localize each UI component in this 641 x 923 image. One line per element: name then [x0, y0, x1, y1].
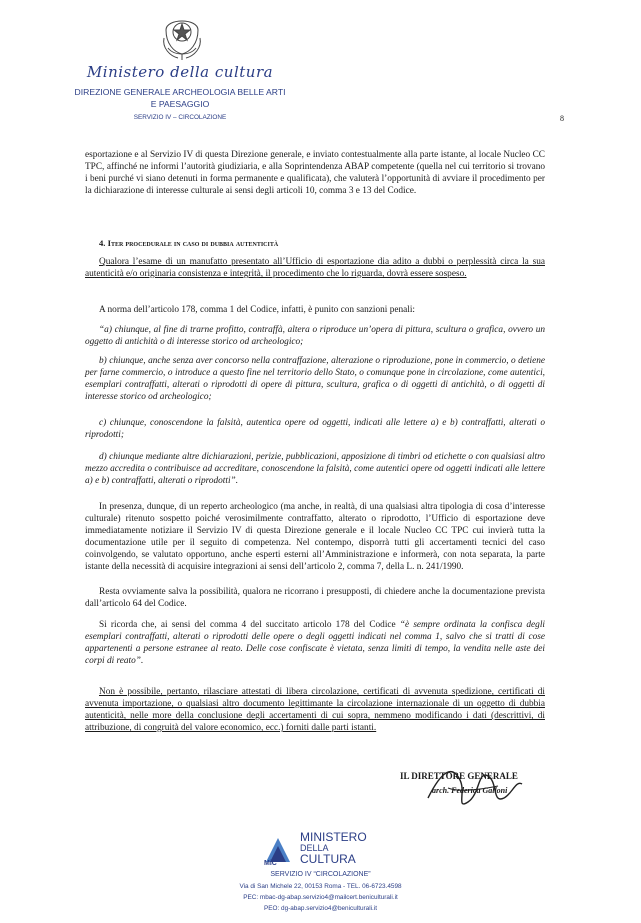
- paragraph-dubbia-autenticita: Qualora l’esame di un manufatto presentato all’Ufficio di esportazione dia adito a dubbi o perplessità circa la sua autenticità e/o originaria consistenza e integrità, il procedimento che lo riguarda, dovrà essere sospeso.: [85, 257, 545, 279]
- page-number: 8: [560, 114, 564, 123]
- servizio-line: SERVIZIO IV – CIRCOLAZIONE: [133, 114, 227, 121]
- footer-servizio: SERVIZIO IV “CIRCOLAZIONE”: [270, 871, 371, 878]
- paragraph-non-possibile: Non è possibile, pertanto, rilasciare attestati di libera circolazione, certificati di avvenuta spedizione, certificati di avvenuta importazione, o qualsiasi altro documento legittimante la circolazione internazionale di un oggetto di dubbia autenticità, nelle more della conclusione degli accertamenti di cui sopra, nemmeno modificando i dati (descrittivi, di attribuzione, di congruità del valore economico, ecc.) forniti dalle parti istanti.: [85, 687, 545, 733]
- mic-logo-icon: [262, 832, 298, 866]
- italian-republic-emblem-icon: [160, 8, 204, 62]
- mic-logo-text: MiC: [264, 860, 277, 866]
- direzione-line-2: E PAESAGGIO: [150, 99, 210, 109]
- paragraph-articolo-178: A norma dell’articolo 178, comma 1 del Codice, infatti, è punito con sanzioni penali:: [99, 305, 416, 315]
- footer-cultura: CULTURA: [300, 852, 356, 866]
- paragraph-in-presenza: In presenza, dunque, di un reperto archeologico (ma anche, in realtà, di una qualsiasi altra tipologia di cosa d’interesse culturale) ritenuto sospetto poiché verosimilmente contraffatto, alterato o riprodotto, l’Ufficio di esportazione deve immediatamente notiziare il Servizio IV di questa Direzione generale e il locale Nucleo CC TPC cui invierà tutta la documentazione utile per il seguito di competenza. Nel contempo, disporrà tutti gli accertamenti tecnici del caso coinvolgendo, se valutato opportuno, anche esperti esterni all’Amministrazione e informerà, con nota separata, la parte istante della necessità di acquisire integrazioni ai sensi dell’articolo 2, comma 7, della L. n. 241/1990.: [85, 502, 545, 572]
- footer-ministry-name: [300, 831, 367, 865]
- handwritten-signature-icon: [418, 758, 528, 818]
- paragraph-si-ricorda: [85, 619, 545, 667]
- direzione-line-1: DIREZIONE GENERALE ARCHEOLOGIA BELLE ARTI: [74, 87, 286, 97]
- signature-name: arch. Federica Galloni: [432, 786, 508, 795]
- footer-ministero: MINISTERO: [300, 830, 367, 844]
- section-heading: 4. Iter procedurale in caso di dubbia autenticità: [99, 238, 279, 248]
- signature-title: IL DIRETTORE GENERALE: [400, 771, 518, 781]
- paragraph-resta-salva: Resta ovviamente salva la possibilità, qualora ne ricorrano i presupposti, di chiedere anche la documentazione prevista dall’articolo 64 del Codice.: [85, 587, 545, 609]
- footer-pec: PEC: mbac-dg-abap.servizio4@mailcert.beniculturali.it: [243, 894, 398, 901]
- quote-a: “a) chiunque, al fine di trarne profitto, contraffà, altera o riproduce un’opera di pittura, scultura o grafica, ovvero un oggetto di antichità o di interesse storico od archeologico;: [85, 325, 545, 347]
- footer-address: Via di San Michele 22, 00153 Roma - TEL. 06-6723.4598: [239, 883, 402, 890]
- paragraph-si-ricorda-text: Si ricorda che, ai sensi del comma 4 del succitato articolo 178 del Codice: [99, 620, 400, 630]
- footer-della: DELLA: [300, 843, 329, 853]
- quote-d: d) chiunque mediante altre dichiarazioni, perizie, pubblicazioni, apposizione di timbri od etichette o con qualsiasi altro mezzo accredita o contribuisce ad accreditare, conoscendone la falsità, come autentici opere od oggetti indicati alle lettere a) e b) contraffatti, alterati o riprodotti”.: [85, 452, 545, 486]
- footer-peo: PEO: dg-abap.servizio4@beniculturali.it: [263, 905, 378, 912]
- ministry-script-title: Ministero della cultura: [86, 63, 274, 81]
- paragraph-si-ricorda-quote: “è sempre ordinata la confisca degli esemplari contraffatti, alterati o riprodotti delle opere o degli oggetti indicati nel comma 1, salvo che si tratti di cose appartenenti a persone estranee al reato. Delle cose confiscate è vietata, senza limiti di tempo, la vendita nelle aste dei corpi di reato”.: [85, 620, 545, 666]
- paragraph-continuation: esportazione e al Servizio IV di questa Direzione generale, e inviato contestualmente alla parte istante, al locale Nucleo CC TPC, affinché ne informi l’autorità giudiziaria, e alla Soprintendenza ABAP competente (quella nel cui territorio si trovano i beni purché vi siano detenuti in forma permanente e qualificata), che valuterà l’opportunità di avviare il procedimento per la dichiarazione di interesse culturale ai sensi degli articoli 10, comma 3 e 13 del Codice.: [85, 150, 545, 196]
- quote-b: b) chiunque, anche senza aver concorso nella contraffazione, alterazione o riproduzione, pone in commercio, o detiene per farne commercio, o introduce a questo fine nel territorio dello Stato, o comunque pone in circolazione, come autentici, esemplari contraffatti, alterati o riprodotti di opere di pittura, scultura, grafica o di oggetti di antichità, o di oggetti di interesse storico od archeologico;: [85, 356, 545, 402]
- quote-c: c) chiunque, conoscendone la falsità, autentica opere od oggetti, indicati alle lettere a) e b) contraffatti, alterati o riprodotti;: [85, 418, 545, 440]
